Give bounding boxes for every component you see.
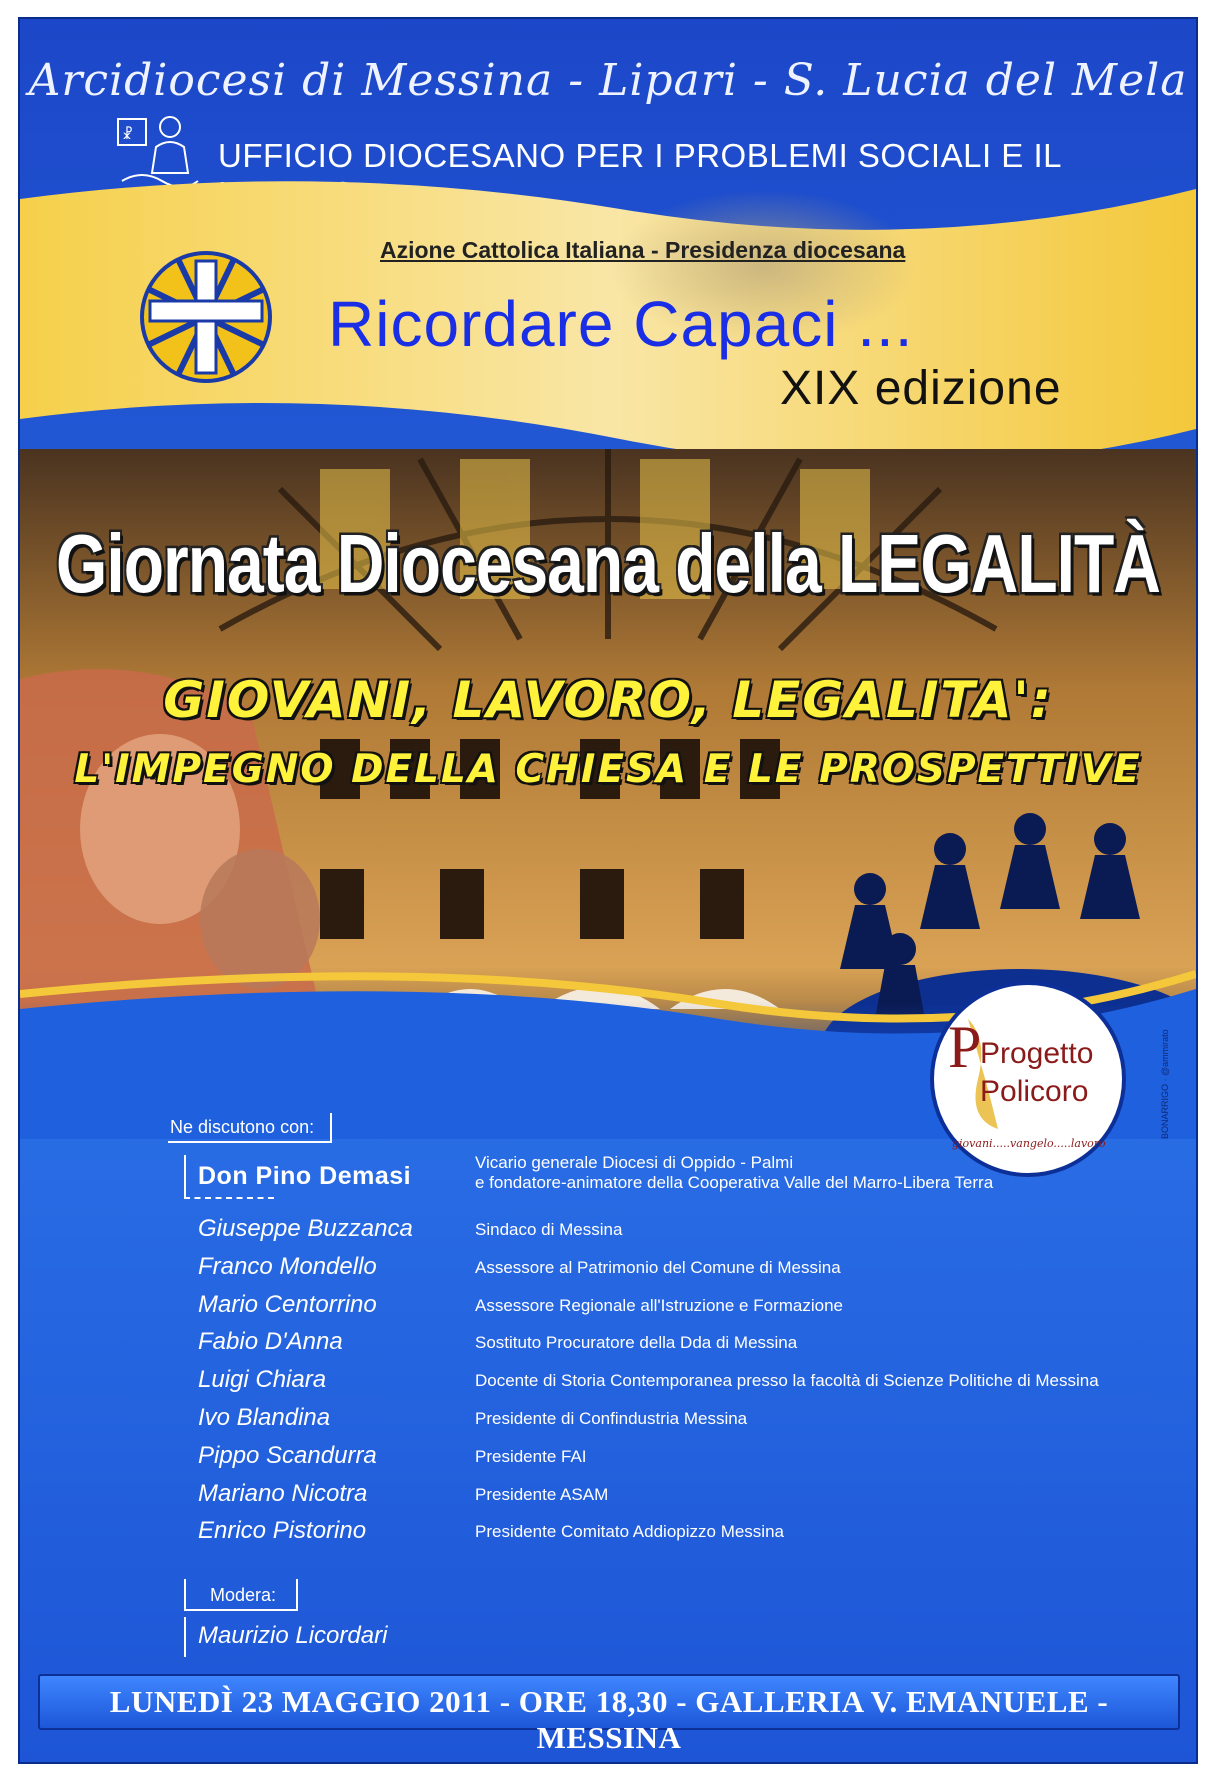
speaker-row <box>198 1442 1148 1480</box>
speaker-role: Presidente di Confindustria Messina <box>475 1408 748 1428</box>
speaker-name: Fabio D'Anna <box>198 1328 343 1356</box>
speaker-row <box>198 1215 1148 1253</box>
speaker-row <box>198 1366 1148 1404</box>
policoro-line2: Policoro <box>980 1075 1089 1108</box>
speaker-list <box>198 1215 1148 1555</box>
date-line: LUNEDÌ 23 MAGGIO 2011 - ORE 18,30 - GALLERIA V. EMANUELE - MESSINA <box>109 1684 1109 1755</box>
policoro-line1: Progetto <box>980 1037 1094 1070</box>
organizer-line: Azione Cattolica Italiana - Presidenza diocesana <box>380 237 906 263</box>
svg-text:P: P <box>948 1014 982 1080</box>
svg-text:☧: ☧ <box>122 127 133 143</box>
main-title: Giornata Diocesana della LEGALITÀ <box>56 516 1160 610</box>
speaker-name: Enrico Pistorino <box>198 1517 367 1545</box>
speaker-name: Ivo Blandina <box>198 1403 331 1431</box>
speaker-name: Pippo Scandurra <box>198 1441 377 1469</box>
moderator-bar <box>184 1617 186 1657</box>
speaker-role: Presidente Comitato Addiopizzo Messina <box>475 1522 784 1542</box>
discussion-label: Ne discutono con: <box>170 1117 315 1137</box>
main-speaker-role <box>475 1153 1035 1193</box>
speaker-row <box>198 1253 1148 1291</box>
speaker-name: Luigi Chiara <box>198 1366 327 1394</box>
main-speaker-name: Don Pino Demasi <box>198 1162 412 1190</box>
main-speaker-bar <box>184 1155 186 1197</box>
speaker-row <box>198 1291 1148 1329</box>
series-title: Ricordare Capaci ... <box>328 288 914 360</box>
azione-cattolica-logo-icon <box>138 249 274 385</box>
speaker-name: Mariano Nicotra <box>198 1479 368 1507</box>
speaker-role: Sindaco di Messina <box>475 1220 623 1239</box>
speaker-row <box>198 1480 1148 1518</box>
speaker-name: Franco Mondello <box>198 1252 377 1280</box>
speaker-row <box>198 1328 1148 1366</box>
speaker-role: Assessore al Patrimonio del Comune di Messina <box>475 1257 841 1277</box>
office-title: UFFICIO DIOCESANO PER I PROBLEMI SOCIALI E IL <box>218 137 1061 174</box>
speaker-name: Giuseppe Buzzanca <box>198 1215 413 1242</box>
subtitle-line-1: GIOVANI, LAVORO, LEGALITA': <box>163 671 1053 729</box>
speaker-role: Docente di Storia Contemporanea presso la facoltà di Scienze Politiche di Messina <box>475 1371 1099 1391</box>
progetto-policoro-logo <box>928 979 1128 1179</box>
main-speaker-role-line1: Vicario generale Diocesi di Oppido - Palmi <box>475 1153 794 1172</box>
dashed-divider <box>184 1197 274 1199</box>
speaker-row <box>198 1404 1148 1442</box>
speaker-role: Sostituto Procuratore della Dda di Messina <box>475 1333 798 1353</box>
moderator-label: Modera: <box>210 1585 277 1605</box>
subtitle-line-2: L'IMPEGNO DELLA CHIESA E LE PROSPETTIVE <box>74 747 1142 792</box>
speaker-name: Mario Centorrino <box>198 1290 377 1318</box>
designer-credit: BONARRIGO · @ammirato <box>1160 1029 1170 1139</box>
archdiocese-title: Arcidiocesi di Messina - Lipari - S. Lucia del Mela <box>28 55 1188 106</box>
poster <box>18 17 1198 1764</box>
policoro-tagline: giovani.....vangelo.....lavoro <box>952 1137 1106 1150</box>
moderator-name: Maurizio Licordari <box>198 1622 388 1649</box>
speaker-role: Assessore Regionale all'Istruzione e Formazione <box>475 1295 843 1315</box>
speaker-role: Presidente ASAM <box>475 1484 609 1504</box>
main-speaker-role-line2: e fondatore-animatore della Cooperativa Valle del Marro-Libera Terra <box>475 1173 994 1192</box>
edition-label: XIX edizione <box>780 362 1062 415</box>
speaker-row <box>198 1517 1148 1555</box>
speaker-role: Presidente FAI <box>475 1446 587 1466</box>
